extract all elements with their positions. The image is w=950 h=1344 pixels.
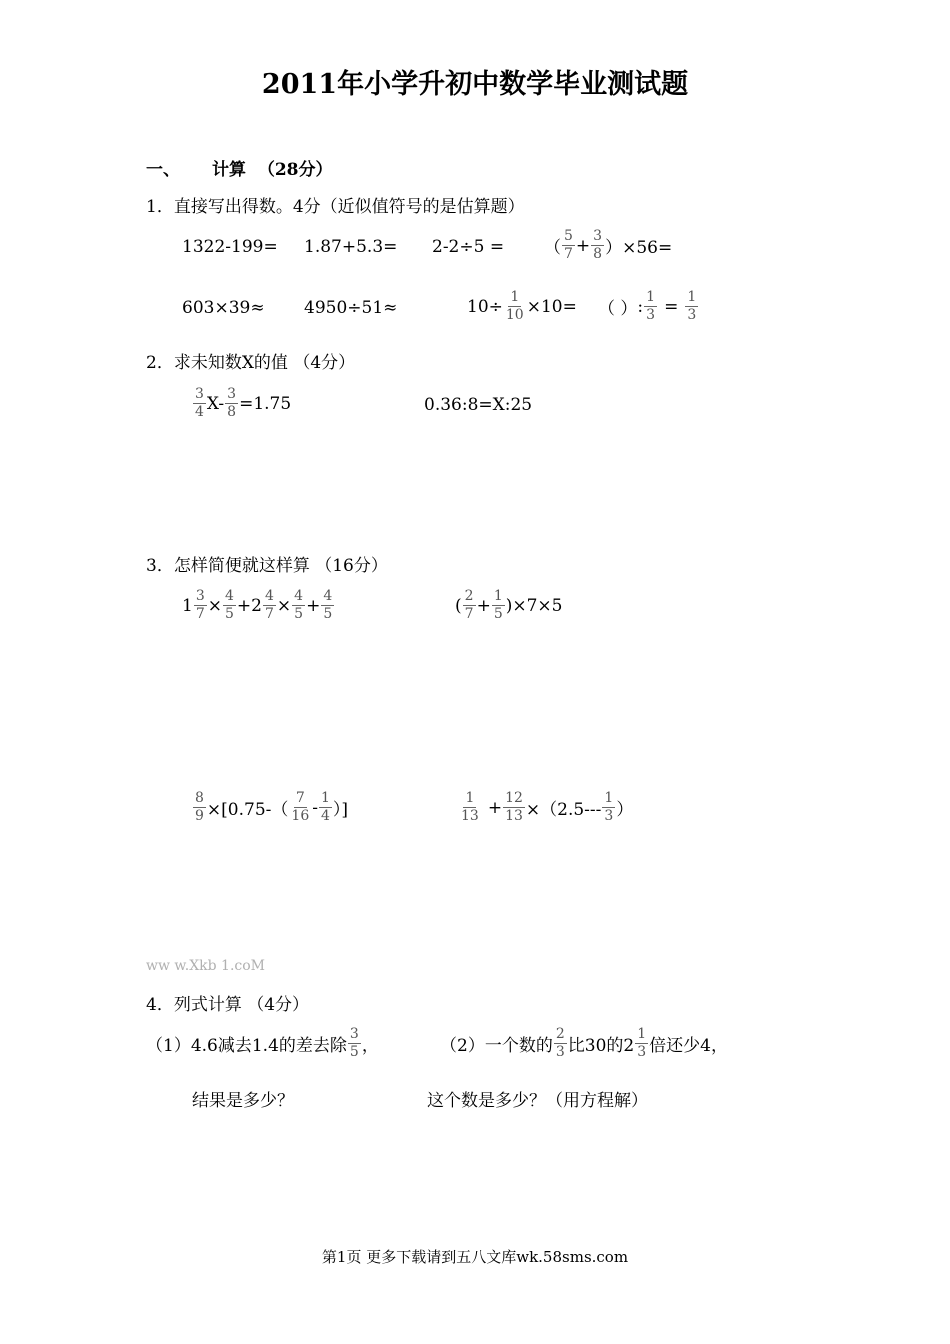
fraction: $\frac{1}{3}$ — [637, 1026, 647, 1060]
fraction: $\frac{5}{7}$ — [564, 228, 573, 262]
fraction: $\frac{2}{7}$ — [464, 588, 474, 622]
fraction: $\frac{8}{9}$ — [195, 790, 204, 824]
q4-problem-2: （2）一个数的 $\frac{2}{3}$ 比30的2 $\frac{1}{3}$ 倍还少4， — [440, 1026, 728, 1060]
fraction: $\frac{4}{5}$ — [323, 588, 333, 622]
fraction: $\frac{7}{16}$ — [291, 790, 310, 824]
fraction: $\frac{1}{10}$ — [505, 289, 524, 323]
fraction: $\frac{4}{5}$ — [294, 588, 304, 622]
q1-item-3: 2-2÷5 = — [432, 237, 505, 257]
fraction: $\frac{3}{5}$ — [349, 1026, 359, 1060]
watermark: ww w.Xkb 1.coM — [146, 958, 266, 974]
q3-expression-4: $\frac{1}{13}$ + $\frac{12}{13}$ ×（2.5--- $\frac{1}{3}$ ） — [461, 790, 634, 824]
fraction: $\frac{4}{5}$ — [225, 588, 234, 622]
page-footer: 第1页 更多下载请到五八文库wk.58sms.com — [321, 1248, 629, 1266]
q1-item-8: （ ） : $\frac{1}{3}$ = $\frac{1}{3}$ — [598, 289, 697, 323]
section-number: 一、 — [146, 160, 180, 180]
q4-problem-1-question: 结果是多少？ — [192, 1091, 294, 1111]
fraction: $\frac{1}{3}$ — [646, 289, 656, 323]
fraction: $\frac{1}{13}$ — [461, 790, 479, 824]
q3-expression-1: 1 $\frac{3}{7}$ × $\frac{4}{5}$ +2 $\frac{4}{7}$ × $\frac{4}{5}$ + $\frac{4}{5}$ — [182, 588, 333, 622]
fraction: $\frac{4}{7}$ — [264, 588, 274, 622]
fraction: $\frac{2}{3}$ — [555, 1026, 565, 1060]
q4-problem-2-question: 这个数是多少？（用方程解） — [427, 1091, 648, 1111]
q3-expression-2: ( $\frac{2}{7}$ + $\frac{1}{5}$ )×7×5 — [455, 588, 563, 622]
fraction: $\frac{3}{7}$ — [195, 588, 205, 622]
q1-item-6: 4950÷51≈ — [304, 298, 398, 318]
q1-item-1: 1322-199= — [182, 237, 278, 257]
page-title: 2011年小学升初中数学毕业测试题 — [261, 69, 689, 100]
fraction: $\frac{1}{4}$ — [320, 790, 330, 824]
fraction: $\frac{1}{3}$ — [604, 790, 614, 824]
fraction: $\frac{3}{8}$ — [593, 228, 603, 262]
fraction: $\frac{3}{8}$ — [227, 386, 237, 420]
q2-equation-1: $\frac{3}{4}$ X- $\frac{3}{8}$ =1.75 — [195, 386, 292, 420]
fraction: $\frac{1}{3}$ — [687, 289, 697, 323]
fraction: $\frac{1}{5}$ — [493, 588, 503, 622]
q1-item-4: （ $\frac{5}{7}$ + $\frac{3}{8}$ ）×56= — [544, 228, 673, 262]
q4-heading: 4．列式计算 （4分） — [146, 995, 310, 1015]
q2-heading: 2．求未知数X的值 （4分） — [146, 353, 356, 373]
q1-item-2: 1.87+5.3= — [304, 237, 398, 257]
q1-heading: 1．直接写出得数。4分（近似值符号的是估算题） — [146, 197, 525, 217]
q2-equation-2: 0.36:8=X:25 — [424, 395, 533, 415]
section-label: 计算 （28分） — [212, 160, 333, 180]
q1-item-7: 10÷ $\frac{1}{10}$ ×10= — [467, 289, 577, 323]
q3-expression-3: $\frac{8}{9}$ ×[0.75-（ $\frac{7}{16}$ - $\frac{1}{4}$ ）] — [195, 790, 349, 824]
q3-heading: 3．怎样简便就这样算 （16分） — [146, 556, 388, 576]
q1-item-5: 603×39≈ — [182, 298, 265, 318]
fraction: $\frac{3}{4}$ — [195, 386, 204, 420]
q4-problem-1: （1）4.6减去1.4的差去除 $\frac{3}{5}$ ， — [146, 1026, 379, 1060]
fraction: $\frac{12}{13}$ — [505, 790, 523, 824]
